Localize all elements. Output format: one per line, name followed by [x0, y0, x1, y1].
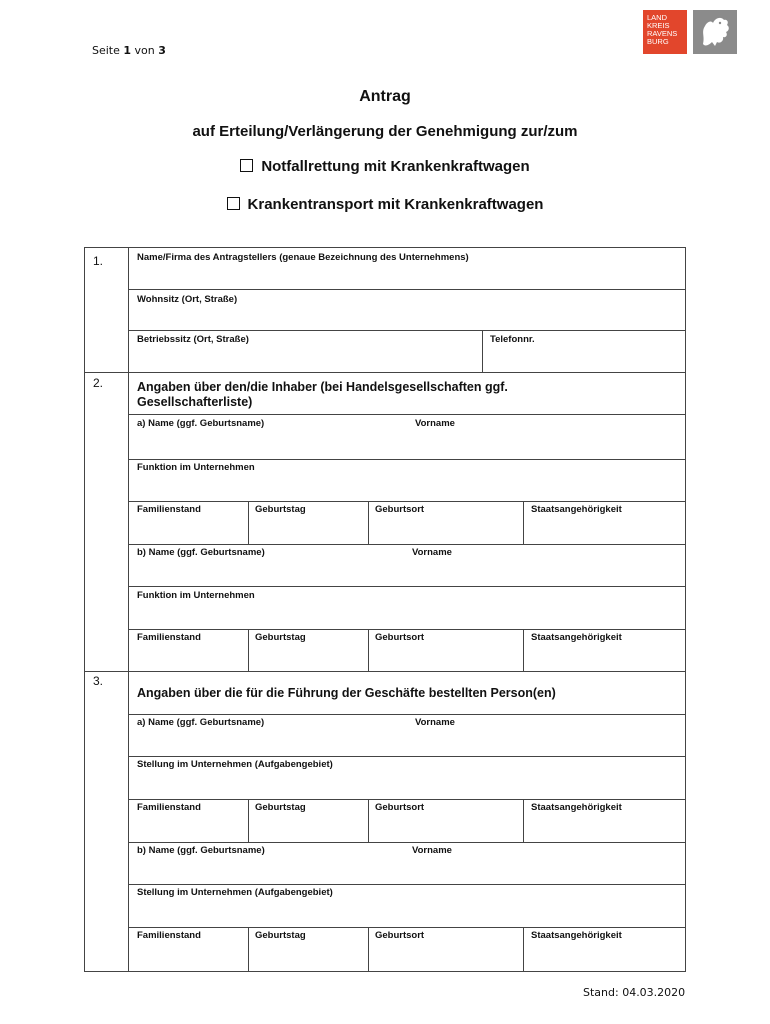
form-subtitle: auf Erteilung/Verlängerung der Genehmigung zur/zum — [192, 123, 578, 140]
field-name-firma[interactable]: Name/Firma des Antragstellers (genaue Bezeichnung des Unternehmens) — [137, 252, 469, 263]
field-b-vorname[interactable]: Vorname — [412, 547, 452, 558]
section-number: 1. — [93, 254, 104, 268]
field-wohnsitz[interactable]: Wohnsitz (Ort, Straße) — [137, 294, 238, 305]
field-b-stellung[interactable]: Stellung im Unternehmen (Aufgabengebiet) — [137, 887, 333, 898]
footer-stand-date: Stand: 04.03.2020 — [583, 986, 686, 999]
field-staatsangehoerigkeit[interactable]: Staatsangehörigkeit — [531, 802, 622, 813]
lion-crest-icon — [693, 10, 737, 54]
field-geburtsort[interactable]: Geburtsort — [375, 930, 425, 941]
field-geburtstag[interactable]: Geburtstag — [255, 504, 306, 515]
page-number: Seite 1 von 3 — [92, 44, 166, 57]
field-geburtsort[interactable]: Geburtsort — [375, 632, 425, 643]
field-b-funktion[interactable]: Funktion im Unternehmen — [137, 590, 255, 601]
field-staatsangehoerigkeit[interactable]: Staatsangehörigkeit — [531, 930, 622, 941]
checkbox-icon[interactable] — [227, 197, 240, 210]
field-b-vorname[interactable]: Vorname — [412, 845, 452, 856]
field-a-name[interactable]: a) Name (ggf. Geburtsname) — [137, 418, 265, 429]
field-a-stellung[interactable]: Stellung im Unternehmen (Aufgabengebiet) — [137, 759, 333, 770]
logo-wordmark: LAND KREIS RAVENS BURG — [643, 10, 687, 54]
field-familienstand[interactable]: Familienstand — [137, 632, 201, 643]
section-heading: Angaben über die für die Führung der Geschäfte bestellten Person(en) — [137, 686, 556, 700]
form-title: Antrag — [359, 88, 411, 105]
field-a-name[interactable]: a) Name (ggf. Geburtsname) — [137, 717, 265, 728]
field-b-name[interactable]: b) Name (ggf. Geburtsname) — [137, 547, 265, 558]
field-staatsangehoerigkeit[interactable]: Staatsangehörigkeit — [531, 504, 622, 515]
field-familienstand[interactable]: Familienstand — [137, 930, 201, 941]
field-a-vorname[interactable]: Vorname — [415, 717, 455, 728]
section-number: 3. — [93, 674, 104, 688]
field-familienstand[interactable]: Familienstand — [137, 504, 201, 515]
field-familienstand[interactable]: Familienstand — [137, 802, 201, 813]
field-geburtsort[interactable]: Geburtsort — [375, 504, 425, 515]
landkreis-logo — [643, 10, 738, 54]
field-b-name[interactable]: b) Name (ggf. Geburtsname) — [137, 845, 265, 856]
field-betriebssitz[interactable]: Betriebssitz (Ort, Straße) — [137, 334, 249, 345]
field-geburtstag[interactable]: Geburtstag — [255, 632, 306, 643]
application-form-table — [84, 247, 686, 972]
field-a-vorname[interactable]: Vorname — [415, 418, 455, 429]
section-number: 2. — [93, 376, 104, 390]
field-geburtstag[interactable]: Geburtstag — [255, 930, 306, 941]
checkbox-icon[interactable] — [240, 159, 253, 172]
option-notfallrettung[interactable]: Notfallrettung mit Krankenkraftwagen — [0, 158, 770, 175]
field-staatsangehoerigkeit[interactable]: Staatsangehörigkeit — [531, 632, 622, 643]
field-telefon[interactable]: Telefonnr. — [490, 334, 535, 345]
field-a-funktion[interactable]: Funktion im Unternehmen — [137, 462, 255, 473]
section-heading: Angaben über den/die Inhaber (bei Handelsgesellschaften ggf. Gesellschafterliste) — [137, 380, 508, 409]
field-geburtstag[interactable]: Geburtstag — [255, 802, 306, 813]
option-krankentransport[interactable]: Krankentransport mit Krankenkraftwagen — [0, 196, 770, 213]
field-geburtsort[interactable]: Geburtsort — [375, 802, 425, 813]
